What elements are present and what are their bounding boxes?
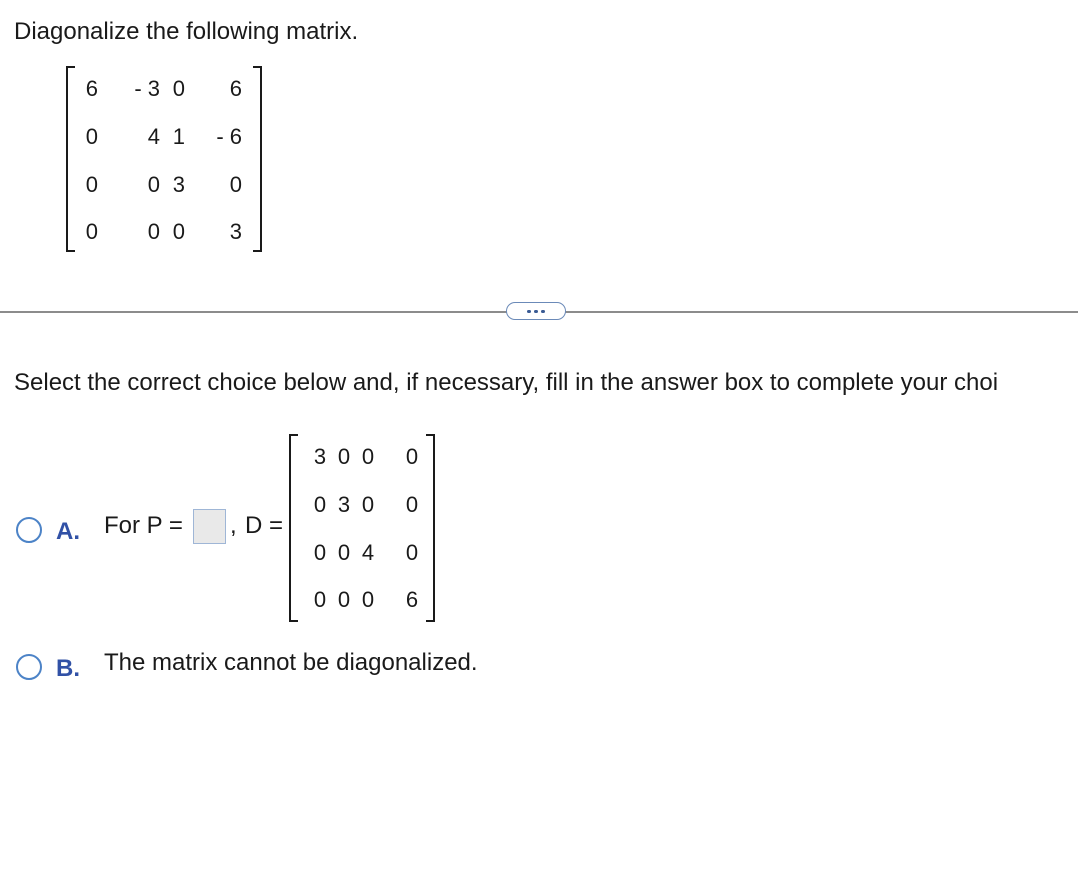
matrix-cell: - 6 bbox=[216, 124, 242, 149]
matrix-cell: 0 bbox=[337, 540, 351, 565]
matrix-cell: 0 bbox=[405, 444, 419, 469]
matrix-cell: 0 bbox=[85, 124, 98, 149]
matrix-cell: 3 bbox=[313, 444, 327, 469]
matrix-right-bracket bbox=[253, 66, 262, 252]
more-options-button[interactable] bbox=[506, 302, 566, 320]
comma-separator: , bbox=[230, 512, 237, 539]
matrix-cell: 3 bbox=[229, 219, 242, 244]
ellipsis-dot-icon bbox=[527, 310, 531, 314]
matrix-cell: 6 bbox=[229, 76, 242, 101]
matrix-cell: 0 bbox=[405, 492, 419, 517]
question-prompt: Diagonalize the following matrix. bbox=[14, 18, 359, 45]
matrix-cell: 0 bbox=[361, 587, 375, 612]
choice-b-radio[interactable] bbox=[16, 654, 42, 680]
matrix-cell: 6 bbox=[85, 76, 98, 101]
question-matrix bbox=[66, 66, 262, 252]
matrix-cell: 0 bbox=[147, 219, 160, 244]
matrix-cell: 0 bbox=[405, 540, 419, 565]
matrix-cell: 0 bbox=[337, 587, 351, 612]
matrix-left-bracket bbox=[289, 434, 298, 622]
matrix-right-bracket bbox=[426, 434, 435, 622]
matrix-cell: 0 bbox=[313, 492, 327, 517]
matrix-cell: 3 bbox=[172, 172, 185, 197]
matrix-cell: 0 bbox=[229, 172, 242, 197]
matrix-cell: 0 bbox=[337, 444, 351, 469]
matrix-cell: 6 bbox=[405, 587, 419, 612]
instruction-text: Select the correct choice below and, if necessary, fill in the answer box to complete your choi bbox=[14, 369, 999, 396]
matrix-cell: 0 bbox=[361, 444, 375, 469]
matrix-cell: 0 bbox=[313, 540, 327, 565]
choice-a-radio[interactable] bbox=[16, 517, 42, 543]
matrix-cell: 0 bbox=[85, 172, 98, 197]
p-answer-input[interactable] bbox=[193, 509, 226, 544]
d-label: D = bbox=[245, 512, 284, 539]
matrix-cell: 0 bbox=[361, 492, 375, 517]
matrix-cell: 4 bbox=[361, 540, 375, 565]
choice-b-text: The matrix cannot be diagonalized. bbox=[104, 649, 478, 676]
matrix-cell: 4 bbox=[147, 124, 160, 149]
matrix-cell: 0 bbox=[313, 587, 327, 612]
ellipsis-dot-icon bbox=[534, 310, 538, 314]
matrix-cell: - 3 bbox=[134, 76, 160, 101]
matrix-cell: 1 bbox=[172, 124, 185, 149]
matrix-cell: 0 bbox=[172, 219, 185, 244]
matrix-left-bracket bbox=[66, 66, 75, 252]
d-matrix bbox=[289, 434, 435, 622]
choice-b-letter: B. bbox=[56, 655, 80, 682]
matrix-cell: 0 bbox=[85, 219, 98, 244]
matrix-cell: 0 bbox=[147, 172, 160, 197]
matrix-cell: 3 bbox=[337, 492, 351, 517]
choice-a-letter: A. bbox=[56, 518, 80, 545]
matrix-cell: 0 bbox=[172, 76, 185, 101]
ellipsis-dot-icon bbox=[541, 310, 545, 314]
for-p-label: For P = bbox=[104, 512, 183, 539]
